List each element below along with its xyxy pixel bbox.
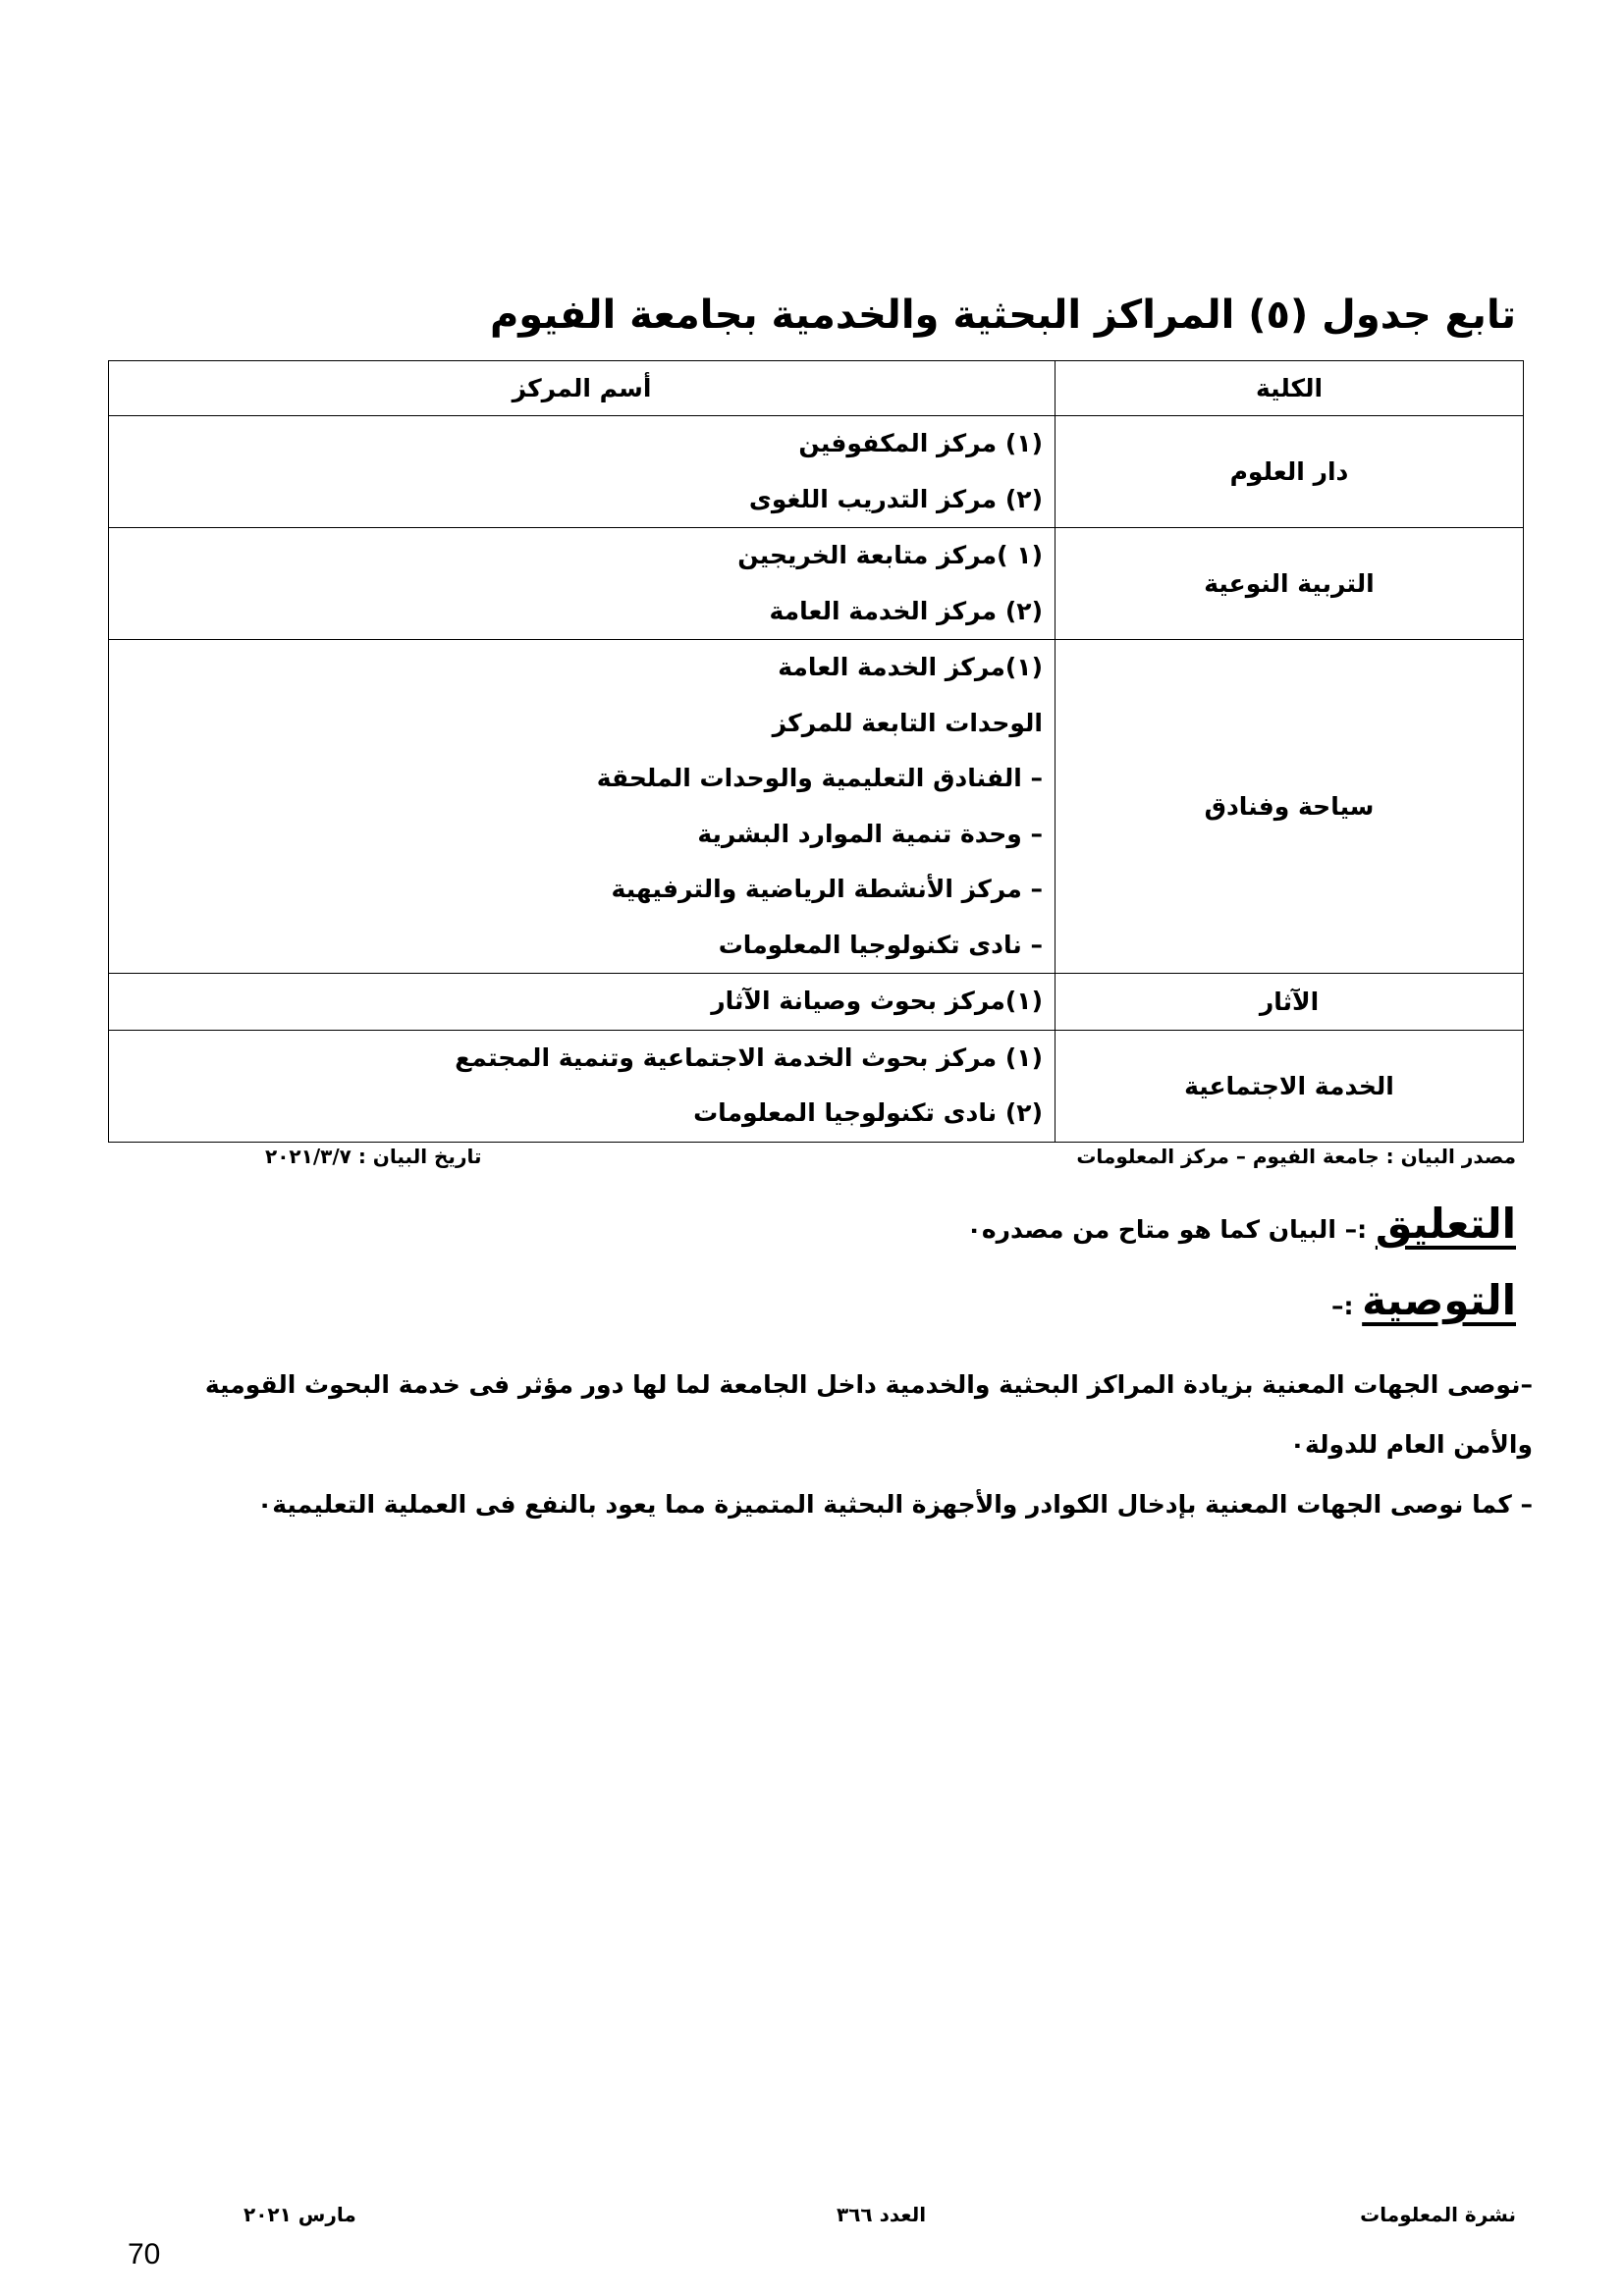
faculty-cell: الخدمة الاجتماعية — [1056, 1030, 1524, 1142]
recommendation-body — [180, 1355, 1533, 1534]
header-center-name: أسم المركز — [109, 361, 1056, 416]
centers-cell — [109, 974, 1056, 1031]
research-centers-table — [108, 360, 1524, 1143]
center-item: – وحدة تنمية الموارد البشرية — [697, 819, 1043, 848]
recommendation-separator: :– — [1330, 1292, 1354, 1320]
center-item: (١)مركز الخدمة العامة — [778, 653, 1043, 681]
center-item: – نادى تكنولوجيا المعلومات — [718, 930, 1043, 959]
centers-cell — [109, 528, 1056, 640]
center-item: – مركز الأنشطة الرياضية والترفيهية — [611, 875, 1043, 903]
center-item: (١) مركز بحوث الخدمة الاجتماعية وتنمية المجتمع — [455, 1042, 1043, 1072]
centers-cell — [109, 416, 1056, 528]
faculty-cell: التربية النوعية — [1056, 528, 1524, 640]
footer-publication: نشرة المعلومات — [1360, 2203, 1516, 2226]
center-item: (٢) مركز الخدمة العامة — [769, 596, 1043, 625]
header-faculty: الكلية — [1056, 361, 1524, 416]
faculty-cell: الآثار — [1056, 974, 1524, 1031]
recommendation-paragraph: –نوصى الجهات المعنية بزيادة المراكز البحثية والخدمية داخل الجامعة لما لها دور مؤثر فى خدمة البحوث القومية والأمن العام للدولة٠ — [204, 1370, 1533, 1459]
footer-issue: العدد ٣٦٦ — [837, 2203, 927, 2226]
center-item: (١) مركز المكفوفين — [798, 429, 1043, 457]
recommendation-paragraph: – كما نوصى الجهات المعنية بإدخال الكوادر والأجهزة البحثية المتميزة مما يعود بالنفع فى العملية التعليمية٠ — [256, 1490, 1533, 1519]
centers-cell — [109, 640, 1056, 974]
center-item: الوحدات التابعة للمركز — [772, 708, 1043, 737]
recommendation-heading: التوصية — [1362, 1276, 1516, 1324]
page-title: تابع جدول (٥) المراكز البحثية والخدمية بجامعة الفيوم — [489, 293, 1516, 338]
table-row — [109, 416, 1524, 528]
comment-heading: التعليق — [1375, 1200, 1516, 1248]
table-row — [109, 640, 1524, 974]
comment-section — [240, 1200, 1516, 1248]
data-source: مصدر البيان : جامعة الفيوم – مركز المعلومات — [1076, 1145, 1516, 1168]
recommendation-heading-block — [1331, 1276, 1516, 1324]
comment-text: البيان كما هو متاح من مصدره٠ — [966, 1215, 1336, 1244]
centers-cell — [109, 1030, 1056, 1142]
table-row — [109, 974, 1524, 1031]
faculty-cell: دار العلوم — [1056, 416, 1524, 528]
center-item: (١ )مركز متابعة الخريجين — [737, 541, 1043, 569]
center-item: (١)مركز بحوث وصيانة الآثار — [711, 987, 1043, 1015]
center-item: – الفنادق التعليمية والوحدات الملحقة — [596, 764, 1043, 792]
faculty-cell: سياحة وفنادق — [1056, 640, 1524, 974]
table-row — [109, 1030, 1524, 1142]
table-row — [109, 528, 1524, 640]
footer-date: مارس ٢٠٢١ — [244, 2203, 356, 2226]
data-date: تاريخ البيان : ٢٠٢١/٣/٧ — [265, 1145, 482, 1168]
center-item: (٢) نادى تكنولوجيا المعلومات — [693, 1098, 1043, 1127]
comment-separator: :– — [1344, 1215, 1368, 1244]
center-item: (٢) مركز التدريب اللغوى — [748, 484, 1043, 513]
table-header-row — [109, 361, 1524, 416]
page-number: 70 — [128, 2238, 161, 2270]
